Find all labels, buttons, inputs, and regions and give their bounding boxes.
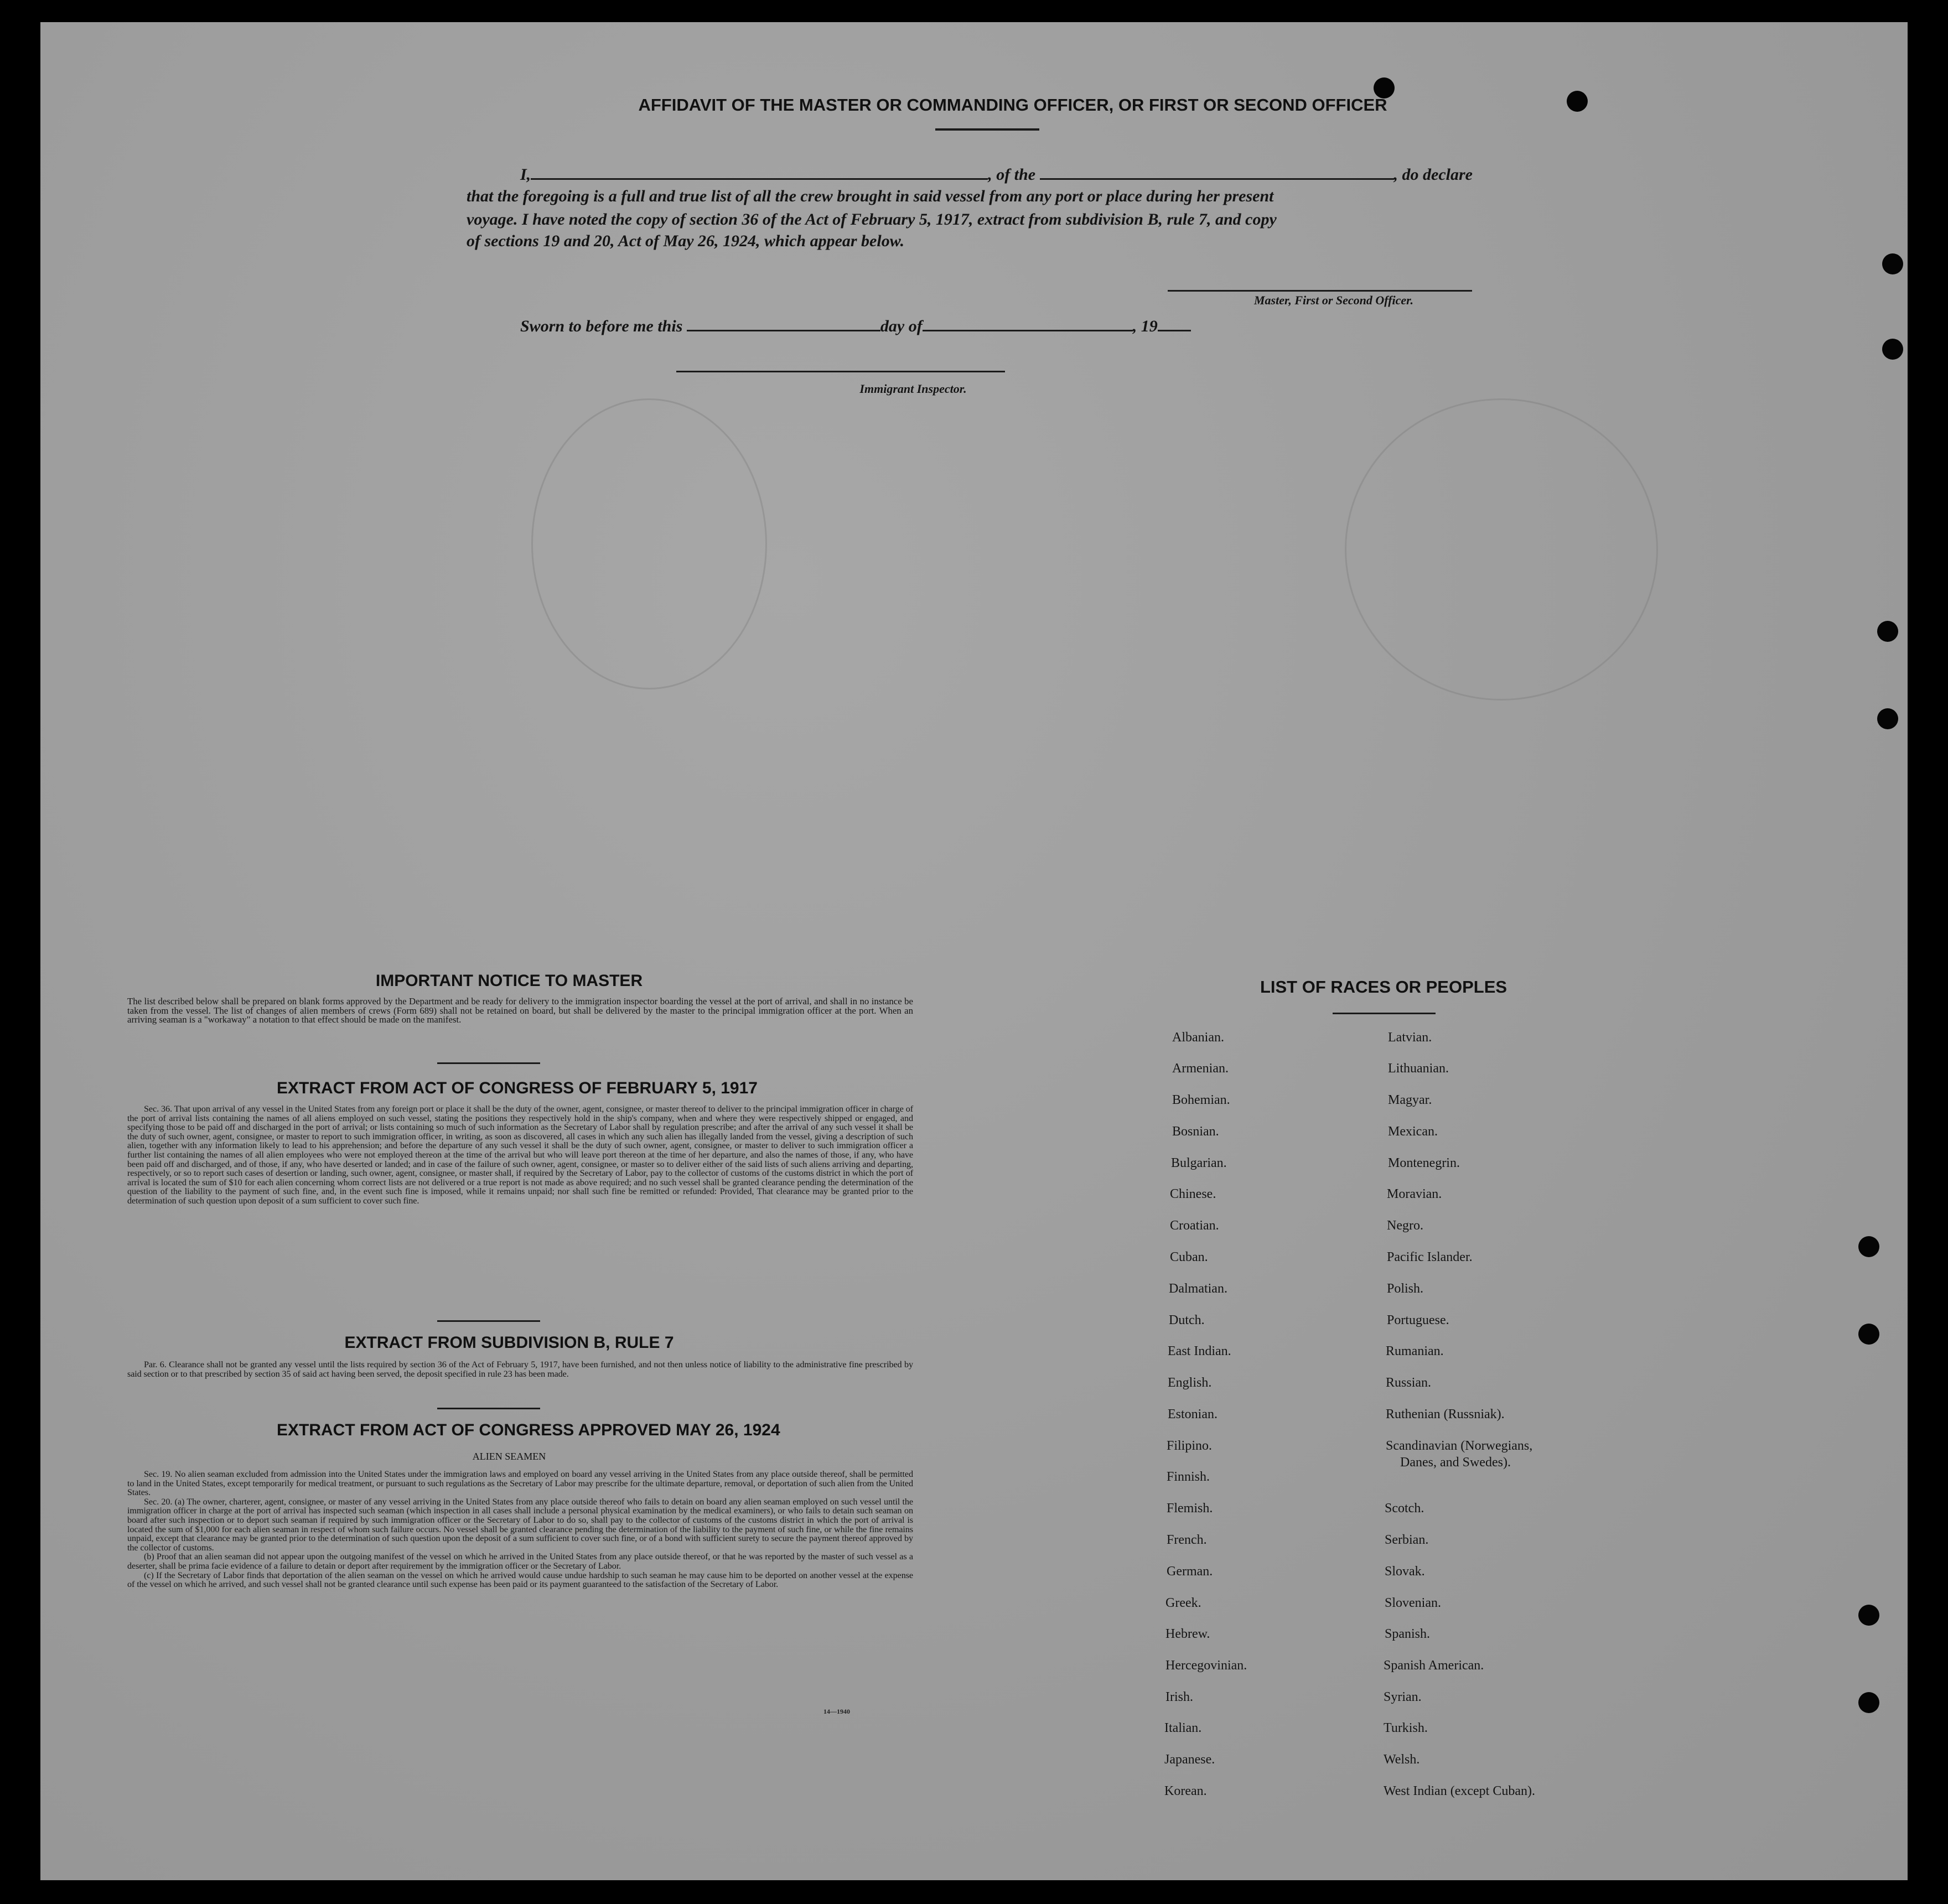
race-item: Irish.: [1165, 1690, 1193, 1704]
rule7-text: [127, 1360, 913, 1378]
race-item: Spanish American.: [1384, 1658, 1484, 1673]
race-item: Latvian.: [1388, 1030, 1432, 1045]
sworn-line: [520, 315, 1191, 336]
paragraph-6: Par. 6. Clearance shall not be granted any vessel until the lists required by section 36 of the Act of February 5, 1917, have been furnished, and not then unless notice of liability to the administrative fine prescribed by said section or to that prescribed by section 35 of said act having been served, the deposit specified in rule 23 has been made.: [127, 1360, 913, 1379]
race-item: Syrian.: [1384, 1690, 1422, 1704]
sworn-month-blank[interactable]: [923, 315, 1133, 331]
race-item: East Indian.: [1168, 1344, 1231, 1358]
race-item: Dalmatian.: [1169, 1282, 1227, 1296]
race-item: Moravian.: [1387, 1187, 1442, 1201]
affidavit-of-the: , of the: [988, 165, 1036, 184]
race-item: Serbian.: [1385, 1533, 1429, 1547]
vessel-blank[interactable]: [1040, 164, 1394, 180]
race-item: English.: [1168, 1376, 1212, 1390]
extract-1924-text: [127, 1470, 913, 1589]
race-item: Finnish.: [1167, 1470, 1210, 1484]
race-item: German.: [1167, 1564, 1213, 1579]
title-underline: [935, 128, 1039, 131]
race-item: Armenian.: [1172, 1061, 1229, 1076]
section-20b: (b) Proof that an alien seaman did not appear upon the outgoing manifest of the vessel on which he arrived in the United States from any place outside thereof, or that he was reported by the master of such vessel as a deserter, shall be prima facie evidence of a failure to detain or deport after requirement by the immigration officer or the Secretary of Labor.: [127, 1552, 913, 1571]
race-item: Cuban.: [1170, 1250, 1208, 1264]
name-blank[interactable]: [531, 164, 988, 180]
extract-1917-title: EXTRACT FROM ACT OF CONGRESS OF FEBRUARY 5, 1917: [277, 1079, 758, 1097]
race-item: Korean.: [1164, 1784, 1207, 1798]
race-item: Rumanian.: [1386, 1344, 1444, 1358]
race-item: Croatian.: [1170, 1218, 1219, 1233]
race-item: Chinese.: [1170, 1187, 1216, 1201]
extract-1924-title: EXTRACT FROM ACT OF CONGRESS APPROVED MAY 26, 1924: [277, 1421, 780, 1439]
race-item: Bosnian.: [1172, 1124, 1219, 1139]
form-number: 14—1940: [823, 1708, 850, 1715]
race-item: Montenegrin.: [1388, 1156, 1460, 1170]
race-item: Spanish.: [1385, 1627, 1431, 1641]
sworn-year-blank[interactable]: [1158, 315, 1191, 331]
sworn-prefix: Sworn to before me this: [520, 317, 683, 335]
race-item: Slovenian.: [1385, 1596, 1441, 1610]
race-item: Filipino.: [1167, 1439, 1213, 1453]
inspector-label: Immigrant Inspector.: [859, 382, 967, 396]
document-page: [40, 22, 1908, 1880]
punch-hole: [1567, 91, 1588, 112]
divider: [437, 1320, 540, 1322]
affidavit-do-declare: , do declare: [1393, 165, 1473, 184]
punch-hole: [1882, 253, 1903, 274]
race-item: Albanian.: [1172, 1030, 1224, 1045]
race-item: Estonian.: [1168, 1407, 1218, 1421]
race-item: Polish.: [1387, 1282, 1424, 1296]
watermark-seal-left: [531, 398, 767, 689]
punch-hole: [1858, 1236, 1879, 1257]
punch-hole: [1877, 708, 1898, 729]
section-20a: Sec. 20. (a) The owner, charterer, agent, consignee, or master of any vessel arriving in the United States from any place outside thereof who fails to detain on board any alien seaman employed on such vessel until the immigration officer in charge at the port of arrival has inspected such seaman (which inspection in all cases shall include a personal physical examination by the medical examiners), or who fails to detain such seaman on board after such inspection or to deport such seaman if required by such immigration officer or the Secretary of Labor to do so, shall pay to the collector of customs of the customs district in which the port of arrival is located the sum of $1,000 for each alien seaman in respect of whom such failure occurs. No vessel shall be granted clearance pending the determination of the liability to the payment of such fine, or while the fine remains unpaid, except that clearance may be granted prior to the determination of such question upon the deposit of a sum sufficient to cover such fine, or of a bond with sufficient surety to secure the payment thereof approved by the collector of customs.: [127, 1496, 913, 1553]
extract-1917-text: [127, 1104, 913, 1206]
race-item: Scotch.: [1385, 1501, 1424, 1516]
race-item: Turkish.: [1384, 1721, 1428, 1735]
race-item: Slovak.: [1385, 1564, 1425, 1579]
race-item: Mexican.: [1388, 1124, 1438, 1139]
race-item: Scandinavian (Norwegians,: [1386, 1439, 1533, 1453]
race-item: Hebrew.: [1165, 1627, 1210, 1641]
inspector-signature-line[interactable]: [676, 371, 1005, 372]
race-item: Ruthenian (Russniak).: [1386, 1407, 1505, 1421]
notice-title: IMPORTANT NOTICE TO MASTER: [375, 972, 643, 990]
race-item: Japanese.: [1164, 1752, 1215, 1767]
race-item: Italian.: [1164, 1721, 1202, 1735]
races-title: LIST OF RACES OR PEOPLES: [1260, 977, 1507, 997]
watermark-seal-right: [1345, 398, 1658, 701]
master-label: Master, First or Second Officer.: [1253, 293, 1414, 307]
punch-hole: [1877, 621, 1898, 642]
divider: [437, 1408, 540, 1409]
affidavit-line-2: that the foregoing is a full and true list of all the crew brought in said vessel from any port or place during her present: [467, 187, 1274, 205]
divider: [437, 1062, 540, 1064]
notice-text: The list described below shall be prepared on blank forms approved by the Department and be ready for delivery to the immigration inspector boarding the vessel at the port of arrival, and shall in no instance be taken from the vessel. The list of changes of alien members of crews (Form 689) shall not be retained on board, but shall be delivered by the master to the principal immigration officer at the port. When an arriving seaman is a "workaway" a notation to that effect should be made on the manifest.: [127, 996, 913, 1025]
punch-hole: [1858, 1605, 1879, 1626]
race-item: Bohemian.: [1172, 1093, 1230, 1107]
race-item: Greek.: [1165, 1596, 1201, 1610]
section-19: Sec. 19. No alien seaman excluded from admission into the United States under the immigration laws and employed on board any vessel arriving in the United States from any place outside thereof, shall be permitted to land in the United States, except temporarily for medical treatment, or pursuant to such regulations as the Secretary of Labor may prescribe for the ultimate departure, removal, or deportation of such alien from the United States.: [127, 1469, 913, 1498]
punch-hole: [1858, 1692, 1879, 1713]
master-signature-line[interactable]: [1168, 290, 1472, 292]
race-item: French.: [1167, 1533, 1207, 1547]
race-item: Pacific Islander.: [1387, 1250, 1473, 1264]
race-item: Bulgarian.: [1171, 1156, 1227, 1170]
race-item: Lithuanian.: [1388, 1061, 1449, 1076]
race-item: Dutch.: [1169, 1313, 1205, 1327]
races-underline: [1333, 1013, 1436, 1014]
affidavit-i: I,: [520, 165, 531, 184]
race-item: Danes, and Swedes).: [1400, 1455, 1511, 1470]
race-item: Russian.: [1386, 1376, 1432, 1390]
sworn-year: , 19: [1132, 317, 1158, 335]
sworn-day-blank[interactable]: [687, 315, 880, 331]
race-item: Negro.: [1387, 1218, 1423, 1233]
race-item: Magyar.: [1388, 1093, 1432, 1107]
affidavit-line-4: of sections 19 and 20, Act of May 26, 1924, which appear below.: [467, 232, 905, 250]
race-item: Portuguese.: [1387, 1313, 1449, 1327]
race-item: Flemish.: [1167, 1501, 1213, 1516]
race-item: Hercegovinian.: [1165, 1658, 1247, 1673]
affidavit-line-1: [520, 164, 1473, 184]
punch-hole: [1882, 339, 1903, 360]
race-item: West Indian (except Cuban).: [1384, 1784, 1535, 1798]
alien-seamen-subtitle: ALIEN SEAMEN: [472, 1451, 546, 1462]
affidavit-line-3: voyage. I have noted the copy of section 36 of the Act of February 5, 1917, extract from subdivision B, rule 7, and copy: [467, 210, 1277, 229]
punch-hole: [1858, 1324, 1879, 1345]
section-20c: (c) If the Secretary of Labor finds that deportation of the alien seaman on the vessel on which he arrived would cause undue hardship to such seaman he may cause him to be deported on another vessel at the expense of the vessel on which he arrived, and such vessel shall not be granted clearance until such expense has been paid or its payment guaranteed to the satisfaction of the Secretary of Labor.: [127, 1570, 913, 1590]
affidavit-title: AFFIDAVIT OF THE MASTER OR COMMANDING OFFICER, OR FIRST OR SECOND OFFICER: [638, 95, 1387, 115]
rule7-title: EXTRACT FROM SUBDIVISION B, RULE 7: [344, 1334, 674, 1352]
race-item: Welsh.: [1384, 1752, 1420, 1767]
sworn-day-of: day of: [880, 317, 923, 335]
section-36: Sec. 36. That upon arrival of any vessel in the United States from any foreign port or place it shall be the duty of the owner, agent, consignee, or master thereof to deliver to the principal immigration officer in charge of the port of arrival lists containing the names of all aliens employed on such vessel, stating the positions they respectively hold in the ship's company, when and where they were respectively shipped or engaged, and specifying those to be paid off and discharged in the port of arrival; or lists containing so much of such information as the Secretary of Labor shall by regulation prescribe; and after the arrival of any such vessel it shall be the duty of such owner, agent, consignee, or master to report to such immigration officer, in writing, as soon as discovered, all cases in which any such alien has illegally landed from the vessel, giving a description of such alien, together with any information likely to lead to his apprehension; and before the departure of any such vessel it shall be the duty of such owner, agent, consignee, or master to deliver to such immigration officer a further list containing the names of all alien employees who were not employed thereon at the time of the arrival but who will leave port thereon at the time of her departure, and also the names of those, if any, who have been paid off and discharged, and of those, if any, who have deserted or landed; and in case of the failure of such owner, agent, consignee, or master so to deliver either of the said lists of such aliens arriving and departing, respectively, or so to report such cases of desertion or landing, such owner, agent, consignee, or master shall, if required by the Secretary of Labor, pay to the collector of customs of the customs district in which the port of arrival is located the sum of $10 for each alien concerning whom correct lists are not delivered or a true report is not made as above required; and no such vessel shall be granted clearance pending the determination of the question of the liability to the payment of such fine, and, in the event such fine is imposed, while it remains unpaid; nor shall such fine be remitted or refunded: Provided, That clearance may be granted prior to the determination of such question upon deposit of a sum sufficient to cover such fine.: [127, 1104, 913, 1206]
